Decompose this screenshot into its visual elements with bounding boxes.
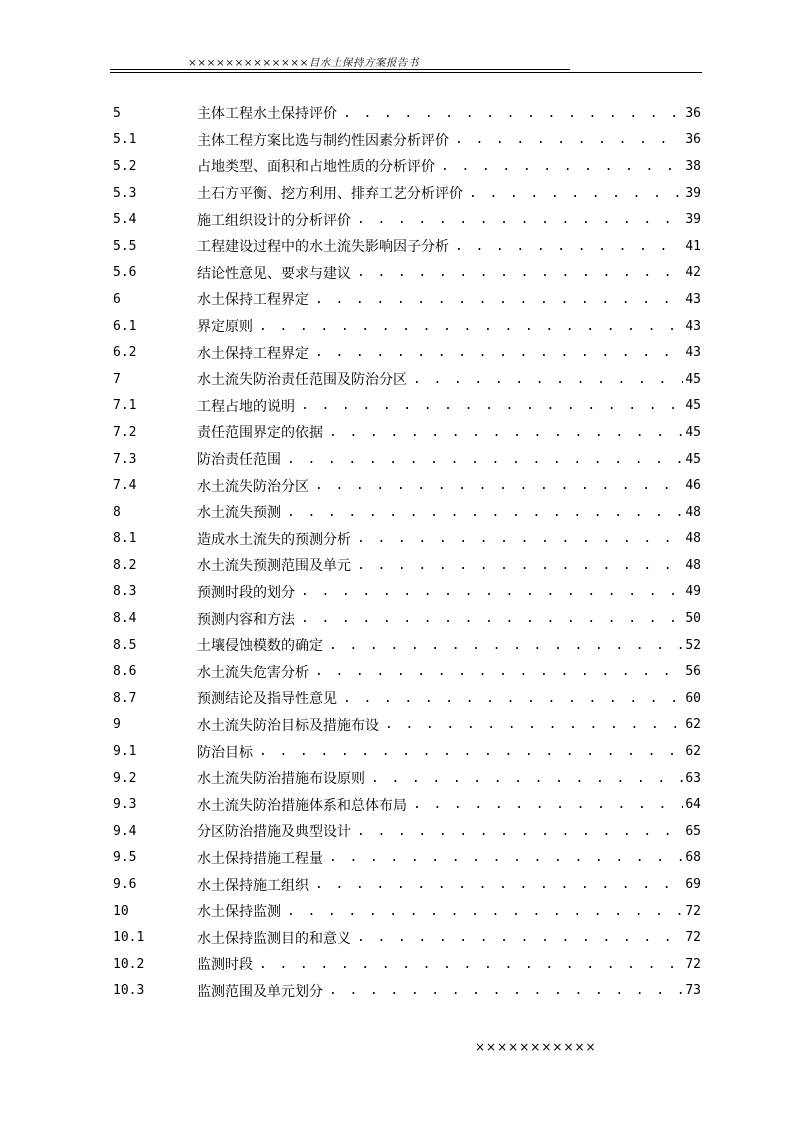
page-header	[110, 55, 702, 73]
toc-dot-leader	[329, 983, 683, 998]
toc-entry-title: 占地类型、面积和占地性质的分析评价	[197, 159, 435, 176]
toc-dot-leader	[413, 372, 683, 387]
toc-dot-leader	[287, 505, 683, 520]
toc-entry-body	[197, 848, 683, 868]
toc-entry[interactable]	[113, 419, 701, 446]
toc-entry-number: 8.3	[113, 584, 137, 600]
toc-entry-number: 5.6	[113, 265, 137, 281]
page-footer: ×××××××××××	[475, 1040, 597, 1054]
toc-entry-title: 监测时段	[197, 957, 253, 974]
toc-entry[interactable]	[113, 605, 701, 632]
toc-entry-number: 5.3	[113, 185, 137, 201]
toc-entry-title: 水土保持监测目的和意义	[197, 930, 351, 947]
toc-entry-title: 水土流失防治分区	[197, 478, 309, 495]
toc-entry-title: 结论性意见、要求与建议	[197, 265, 351, 282]
toc-entry-title: 责任范围界定的依据	[197, 425, 323, 442]
toc-dot-leader	[287, 904, 683, 919]
toc-entry-page-number: 48	[685, 504, 701, 520]
toc-entry-title: 工程建设过程中的水土流失影响因子分析	[197, 239, 449, 256]
toc-entry-title: 水土流失危害分析	[197, 664, 309, 681]
toc-entry-title: 防治目标	[197, 744, 253, 761]
toc-entry-body	[197, 609, 683, 629]
toc-entry[interactable]	[113, 153, 701, 180]
toc-dot-leader	[357, 531, 683, 546]
toc-entry-body	[197, 715, 683, 735]
toc-entry-title: 水土流失预测范围及单元	[197, 558, 351, 575]
toc-entry[interactable]	[113, 286, 701, 313]
toc-dot-leader	[329, 638, 683, 653]
toc-entry-number: 9.5	[113, 850, 137, 866]
toc-entry-title: 水土保持措施工程量	[197, 850, 323, 867]
toc-entry-page-number: 45	[685, 371, 701, 387]
toc-entry-number: 9.4	[113, 823, 137, 839]
toc-dot-leader	[315, 345, 683, 360]
toc-entry-page-number: 72	[685, 956, 701, 972]
toc-entry-page-number: 46	[685, 478, 701, 494]
toc-entry-number: 6.1	[113, 318, 137, 334]
toc-entry-title: 界定原则	[197, 319, 253, 336]
toc-dot-leader	[357, 824, 683, 839]
toc-dot-leader	[329, 425, 683, 440]
toc-entry-title: 主体工程水土保持评价	[197, 106, 337, 123]
toc-entry-body	[197, 555, 683, 575]
table-of-contents	[113, 100, 701, 1004]
toc-dot-leader	[441, 159, 683, 174]
toc-entry-number: 10.2	[113, 956, 145, 972]
toc-entry-title: 主体工程方案比选与制约性因素分析评价	[197, 132, 449, 149]
toc-entry-page-number: 49	[685, 584, 701, 600]
toc-entry[interactable]	[113, 472, 701, 499]
toc-entry-title: 水土保持工程界定	[197, 345, 309, 362]
toc-entry[interactable]	[113, 978, 701, 1005]
toc-entry-body	[197, 236, 683, 256]
toc-dot-leader	[357, 212, 683, 227]
toc-entry-body	[197, 103, 683, 123]
toc-entry-body	[197, 662, 683, 682]
toc-entry-page-number: 48	[685, 531, 701, 547]
toc-entry-page-number: 60	[685, 690, 701, 706]
toc-entry-page-number: 43	[685, 345, 701, 361]
toc-entry-page-number: 72	[685, 930, 701, 946]
toc-entry-body	[197, 742, 683, 762]
toc-entry-title: 水土流失防治目标及措施布设	[197, 717, 379, 734]
toc-entry-number: 5.1	[113, 132, 137, 148]
toc-entry-page-number: 39	[685, 212, 701, 228]
toc-entry[interactable]	[113, 845, 701, 872]
toc-entry-body	[197, 529, 683, 549]
toc-dot-leader	[259, 957, 683, 972]
toc-dot-leader	[469, 186, 683, 201]
toc-dot-leader	[259, 744, 683, 759]
toc-entry-title: 分区防治措施及典型设计	[197, 824, 351, 841]
toc-entry-body	[197, 954, 683, 974]
toc-entry-title: 水土保持施工组织	[197, 877, 309, 894]
toc-entry[interactable]	[113, 791, 701, 818]
toc-dot-leader	[329, 850, 683, 865]
toc-entry[interactable]	[113, 818, 701, 845]
toc-entry-number: 7.3	[113, 451, 137, 467]
toc-dot-leader	[343, 691, 683, 706]
toc-entry-page-number: 50	[685, 611, 701, 627]
toc-entry[interactable]	[113, 260, 701, 287]
toc-entry-title: 水土流失预测	[197, 505, 281, 522]
toc-entry-page-number: 38	[685, 158, 701, 174]
toc-dot-leader	[357, 558, 683, 573]
toc-entry-title: 工程占地的说明	[197, 398, 295, 415]
toc-entry-number: 10	[113, 903, 129, 919]
toc-entry-title: 水土流失防治措施体系和总体布局	[197, 797, 407, 814]
toc-entry-page-number: 62	[685, 717, 701, 733]
header-rule	[110, 72, 702, 73]
toc-entry-body	[197, 369, 683, 389]
toc-entry[interactable]	[113, 765, 701, 792]
toc-entry-body	[197, 476, 683, 496]
toc-entry-body	[197, 981, 683, 1001]
toc-entry-body	[197, 768, 683, 788]
toc-entry[interactable]	[113, 738, 701, 765]
toc-entry[interactable]	[113, 871, 701, 898]
toc-entry-page-number: 36	[685, 132, 701, 148]
toc-entry-body	[197, 635, 683, 655]
toc-entry[interactable]	[113, 100, 701, 127]
toc-entry-number: 8.7	[113, 690, 137, 706]
toc-entry-body	[197, 928, 683, 948]
toc-entry-body	[197, 183, 683, 203]
toc-entry-title: 水土保持工程界定	[197, 292, 309, 309]
toc-dot-leader	[301, 611, 683, 626]
toc-entry-body	[197, 156, 683, 176]
toc-entry-body	[197, 795, 683, 815]
toc-entry-number: 8.4	[113, 611, 137, 627]
toc-entry-title: 预测内容和方法	[197, 611, 295, 628]
toc-entry[interactable]	[113, 446, 701, 473]
toc-entry[interactable]	[113, 366, 701, 393]
toc-entry[interactable]	[113, 658, 701, 685]
toc-entry-page-number: 45	[685, 424, 701, 440]
toc-entry[interactable]	[113, 339, 701, 366]
toc-entry-title: 水土流失防治措施布设原则	[197, 771, 365, 788]
toc-dot-leader	[315, 478, 683, 493]
toc-entry-page-number: 48	[685, 557, 701, 573]
toc-entry-number: 9.2	[113, 770, 137, 786]
toc-entry[interactable]	[113, 685, 701, 712]
toc-entry-body	[197, 289, 683, 309]
toc-entry-number: 7	[113, 371, 121, 387]
header-title: ×××××××××××××目水土保持方案报告书	[188, 57, 419, 69]
toc-entry-page-number: 56	[685, 664, 701, 680]
toc-dot-leader	[455, 132, 683, 147]
toc-entry-title: 水土保持监测	[197, 904, 281, 921]
toc-entry-number: 9.1	[113, 744, 137, 760]
toc-entry-page-number: 36	[685, 105, 701, 121]
toc-entry-page-number: 43	[685, 318, 701, 334]
toc-dot-leader	[455, 239, 683, 254]
toc-entry-number: 8.1	[113, 531, 137, 547]
toc-entry-page-number: 64	[685, 797, 701, 813]
toc-entry-number: 10.1	[113, 930, 145, 946]
toc-entry-title: 防治责任范围	[197, 452, 281, 469]
toc-entry-title: 预测时段的划分	[197, 584, 295, 601]
toc-entry-body	[197, 263, 683, 283]
toc-entry-body	[197, 688, 683, 708]
toc-entry-page-number: 62	[685, 744, 701, 760]
toc-dot-leader	[287, 452, 683, 467]
toc-entry[interactable]	[113, 206, 701, 233]
toc-entry[interactable]	[113, 180, 701, 207]
toc-entry-title: 预测结论及指导性意见	[197, 691, 337, 708]
toc-entry-body	[197, 422, 683, 442]
header-underline	[110, 69, 570, 70]
toc-entry-page-number: 69	[685, 877, 701, 893]
toc-entry-body	[197, 582, 683, 602]
toc-entry-title: 施工组织设计的分析评价	[197, 212, 351, 229]
toc-entry-page-number: 45	[685, 398, 701, 414]
toc-entry[interactable]	[113, 127, 701, 154]
toc-entry-number: 9.3	[113, 797, 137, 813]
toc-entry-body	[197, 901, 683, 921]
toc-entry-number: 7.4	[113, 478, 137, 494]
toc-dot-leader	[315, 664, 683, 679]
toc-entry[interactable]	[113, 313, 701, 340]
toc-entry[interactable]	[113, 552, 701, 579]
toc-entry-page-number: 52	[685, 637, 701, 653]
toc-dot-leader	[385, 717, 683, 732]
toc-entry[interactable]	[113, 898, 701, 925]
toc-dot-leader	[301, 584, 683, 599]
toc-dot-leader	[343, 106, 683, 121]
toc-entry-number: 8	[113, 504, 121, 520]
toc-entry-number: 10.3	[113, 983, 145, 999]
toc-entry[interactable]	[113, 712, 701, 739]
toc-entry-number: 7.2	[113, 424, 137, 440]
toc-entry-body	[197, 130, 683, 150]
toc-entry-number: 5.2	[113, 158, 137, 174]
toc-entry-number: 8.2	[113, 557, 137, 573]
toc-entry-number: 7.1	[113, 398, 137, 414]
toc-entry-title: 造成水土流失的预测分析	[197, 531, 351, 548]
toc-entry-page-number: 68	[685, 850, 701, 866]
toc-entry-body	[197, 343, 683, 363]
toc-entry-number: 5	[113, 105, 121, 121]
toc-entry[interactable]	[113, 393, 701, 420]
toc-entry-page-number: 45	[685, 451, 701, 467]
toc-entry[interactable]	[113, 924, 701, 951]
toc-entry-title: 监测范围及单元划分	[197, 983, 323, 1000]
toc-entry-title: 土石方平衡、挖方利用、排弃工艺分析评价	[197, 186, 463, 203]
toc-dot-leader	[413, 797, 683, 812]
toc-entry-number: 5.5	[113, 238, 137, 254]
toc-entry-number: 9.6	[113, 877, 137, 893]
toc-entry-page-number: 39	[685, 185, 701, 201]
toc-entry-page-number: 65	[685, 823, 701, 839]
toc-entry-title: 水土流失防治责任范围及防治分区	[197, 372, 407, 389]
toc-dot-leader	[371, 771, 683, 786]
toc-dot-leader	[357, 265, 683, 280]
toc-entry-body	[197, 316, 683, 336]
toc-entry-page-number: 41	[685, 238, 701, 254]
toc-entry[interactable]	[113, 526, 701, 553]
toc-entry-page-number: 42	[685, 265, 701, 281]
toc-dot-leader	[301, 398, 683, 413]
toc-entry-body	[197, 396, 683, 416]
toc-entry[interactable]	[113, 499, 701, 526]
toc-entry-number: 8.6	[113, 664, 137, 680]
toc-entry-body	[197, 502, 683, 522]
toc-entry[interactable]	[113, 632, 701, 659]
toc-dot-leader	[315, 292, 683, 307]
toc-dot-leader	[315, 877, 683, 892]
toc-entry-number: 6	[113, 291, 121, 307]
toc-entry-body	[197, 210, 683, 230]
toc-entry-number: 6.2	[113, 345, 137, 361]
toc-entry-title: 土壤侵蚀模数的确定	[197, 638, 323, 655]
toc-entry-page-number: 72	[685, 903, 701, 919]
toc-entry-number: 9	[113, 717, 121, 733]
toc-dot-leader	[357, 930, 683, 945]
toc-entry-page-number: 43	[685, 291, 701, 307]
toc-entry-number: 8.5	[113, 637, 137, 653]
toc-entry-page-number: 63	[685, 770, 701, 786]
toc-entry-body	[197, 875, 683, 895]
toc-entry-page-number: 73	[685, 983, 701, 999]
toc-entry[interactable]	[113, 579, 701, 606]
toc-entry-body	[197, 449, 683, 469]
toc-dot-leader	[259, 319, 683, 334]
toc-entry[interactable]	[113, 951, 701, 978]
toc-entry[interactable]	[113, 233, 701, 260]
toc-entry-number: 5.4	[113, 212, 137, 228]
toc-entry-body	[197, 821, 683, 841]
